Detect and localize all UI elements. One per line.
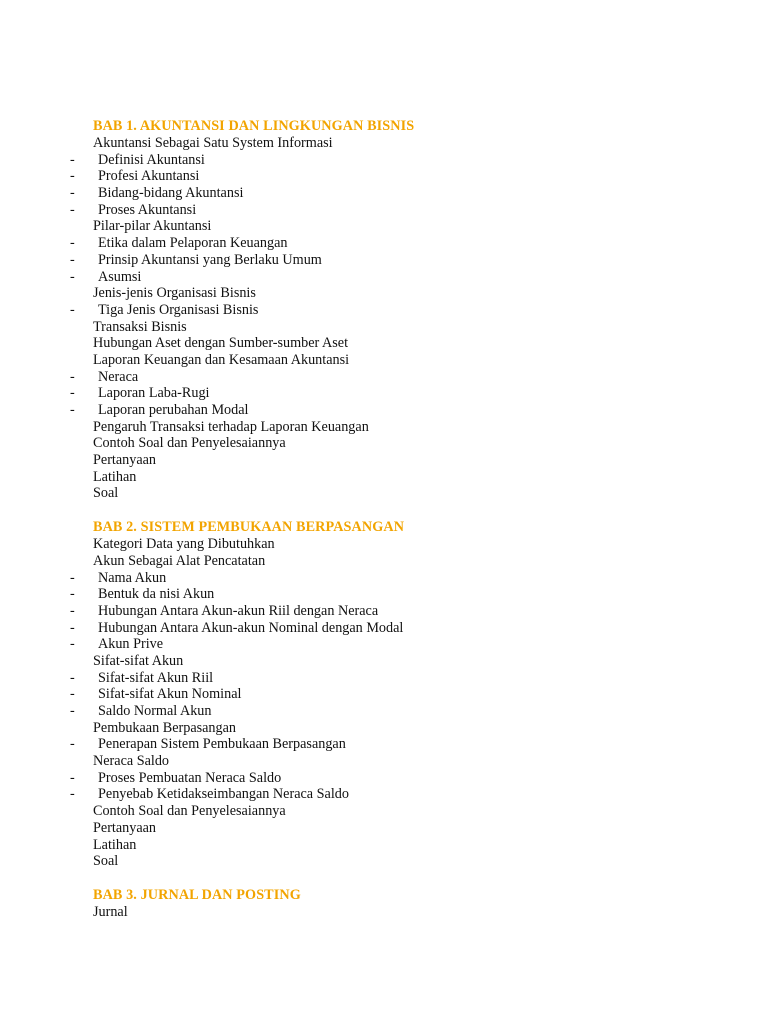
bullet-list-item (0, 168, 768, 185)
item-text: Latihan (93, 468, 137, 485)
item-text: Kategori Data yang Dibutuhkan (93, 536, 275, 553)
chapter-heading: BAB 1. AKUNTANSI DAN LINGKUNGAN BISNIS (93, 118, 415, 134)
bullet-dash: - (70, 235, 75, 252)
item-text: Tiga Jenis Organisasi Bisnis (98, 301, 259, 318)
section-item (0, 553, 768, 570)
item-text: Laporan Keuangan dan Kesamaan Akuntansi (93, 351, 350, 368)
bullet-dash: - (70, 569, 75, 586)
section-item (0, 452, 768, 469)
section-item (0, 536, 768, 553)
bullet-dash: - (70, 703, 75, 719)
item-text: Bidang-bidang Akuntansi (98, 185, 244, 202)
chapter-heading: BAB 3. JURNAL DAN POSTING (93, 886, 301, 903)
bullet-dash: - (70, 185, 75, 202)
bullet-dash: - (70, 251, 75, 268)
bullet-dash: - (70, 151, 75, 168)
section-item (0, 335, 768, 352)
bullet-list-item (0, 152, 768, 169)
chapter-heading: BAB 2. SISTEM PEMBUKAAN BERPASANGAN (93, 519, 405, 536)
item-text: Penerapan Sistem Pembukaan Berpasangan (98, 736, 346, 753)
section-item (0, 485, 768, 502)
bullet-dash: - (70, 736, 75, 753)
bullet-dash: - (70, 786, 75, 803)
item-text: Akun Prive (98, 636, 164, 653)
chapter-section (0, 886, 768, 921)
item-text: Etika dalam Pelaporan Keuangan (98, 235, 288, 252)
item-text: Sifat-sifat Akun (93, 652, 184, 669)
bullet-dash: - (70, 602, 75, 619)
chapter-section (0, 117, 768, 502)
item-text: Laporan Laba-Rugi (98, 385, 210, 402)
item-text: Hubungan Antara Akun-akun Nominal dengan Modal (98, 619, 404, 636)
item-text: Bentuk da nisi Akun (98, 586, 215, 603)
bullet-list-item (0, 670, 768, 687)
item-text: Pertanyaan (93, 819, 157, 836)
item-text: Soal (93, 485, 119, 502)
chapter-section (0, 518, 768, 870)
section-item (0, 720, 768, 737)
section-item (0, 853, 768, 870)
bullet-dash: - (70, 636, 75, 653)
item-text: Contoh Soal dan Penyelesaiannya (93, 803, 286, 820)
bullet-dash: - (70, 686, 75, 703)
bullet-dash: - (70, 201, 75, 218)
item-text: Jenis-jenis Organisasi Bisnis (93, 285, 256, 302)
bullet-list-item (0, 252, 768, 269)
bullet-list-item (0, 385, 768, 402)
section-item (0, 319, 768, 336)
section-item (0, 753, 768, 770)
bullet-list-item (0, 402, 768, 419)
bullet-list-item (0, 185, 768, 202)
item-text: Sifat-sifat Akun Riil (98, 669, 214, 686)
bullet-list-item (0, 269, 768, 286)
bullet-dash: - (70, 402, 75, 418)
bullet-list-item (0, 369, 768, 386)
section-item (0, 837, 768, 854)
item-text: Proses Akuntansi (98, 201, 197, 218)
item-text: Definisi Akuntansi (98, 151, 205, 168)
bullet-list-item (0, 736, 768, 753)
section-item (0, 419, 768, 436)
bullet-list-item (0, 202, 768, 219)
section-item (0, 285, 768, 302)
section-item (0, 469, 768, 486)
bullet-dash: - (70, 368, 75, 385)
item-text: Asumsi (98, 268, 142, 285)
bullet-dash: - (70, 385, 75, 402)
section-item (0, 904, 768, 921)
bullet-list-item (0, 235, 768, 252)
item-text: Hubungan Aset dengan Sumber-sumber Aset (93, 335, 349, 352)
bullet-dash: - (70, 586, 75, 603)
item-text: Nama Akun (98, 569, 167, 586)
item-text: Soal (93, 853, 119, 870)
item-text: Transaksi Bisnis (93, 318, 187, 335)
bullet-list-item (0, 636, 768, 653)
item-text: Akuntansi Sebagai Satu System Informasi (93, 135, 333, 151)
bullet-list-item (0, 603, 768, 620)
item-text: Contoh Soal dan Penyelesaiannya (93, 435, 286, 452)
section-item (0, 820, 768, 837)
item-text: Akun Sebagai Alat Pencatatan (93, 552, 266, 569)
item-text: Jurnal (93, 903, 128, 920)
bullet-dash: - (70, 268, 75, 285)
bullet-dash: - (70, 769, 75, 786)
item-text: Profesi Akuntansi (98, 168, 200, 185)
bullet-list-item (0, 686, 768, 703)
bullet-list-item (0, 620, 768, 637)
bullet-list-item (0, 586, 768, 603)
bullet-list-item (0, 770, 768, 787)
section-item (0, 803, 768, 820)
item-text: Latihan (93, 836, 137, 853)
bullet-dash: - (70, 669, 75, 686)
item-text: Pilar-pilar Akuntansi (93, 218, 212, 235)
document-page (0, 117, 768, 921)
item-text: Hubungan Antara Akun-akun Riil dengan Neraca (98, 602, 379, 619)
item-text: Neraca Saldo (93, 753, 170, 770)
bullet-list-item (0, 302, 768, 319)
section-item (0, 135, 768, 152)
item-text: Pertanyaan (93, 452, 157, 469)
item-text: Prinsip Akuntansi yang Berlaku Umum (98, 251, 322, 268)
section-item (0, 653, 768, 670)
bullet-dash: - (70, 168, 75, 185)
bullet-list-item (0, 570, 768, 587)
bullet-dash: - (70, 619, 75, 636)
bullet-list-item (0, 703, 768, 720)
item-text: Sifat-sifat Akun Nominal (98, 686, 242, 703)
item-text: Pengaruh Transaksi terhadap Laporan Keuangan (93, 418, 369, 435)
item-text: Laporan perubahan Modal (98, 402, 249, 418)
item-text: Pembukaan Berpasangan (93, 719, 237, 736)
item-text: Saldo Normal Akun (98, 703, 212, 719)
item-text: Penyebab Ketidakseimbangan Neraca Saldo (98, 786, 349, 803)
item-text: Proses Pembuatan Neraca Saldo (98, 769, 282, 786)
section-item (0, 218, 768, 235)
section-item (0, 352, 768, 369)
section-item (0, 435, 768, 452)
bullet-list-item (0, 786, 768, 803)
item-text: Neraca (98, 368, 139, 385)
bullet-dash: - (70, 301, 75, 318)
